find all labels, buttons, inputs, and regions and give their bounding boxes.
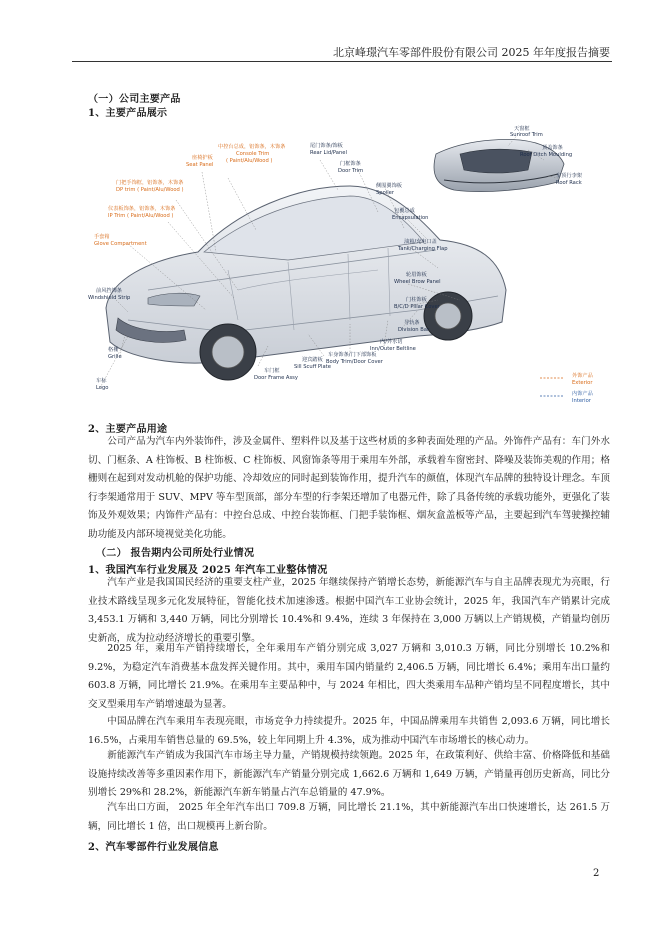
legend-exterior-en: Exterior xyxy=(572,380,593,386)
label-pillar-en: B/C/D Pillar Cover xyxy=(394,304,440,310)
label-wheel-brow-en: Wheel Brow Panel xyxy=(394,279,441,285)
label-dp-trim-en: DP trim ( Paint/Alu/Wood ) xyxy=(116,187,184,193)
label-windshield-cn: 前风挡饰条 xyxy=(96,288,122,294)
page-header: 北京峰璟汽车零部件股份有限公司 2025 年年度报告摘要 xyxy=(333,46,610,59)
industry-paragraph-3: 中国品牌在汽车乘用车表现亮眼，市场竞争力持续提升。2025 年，中国品牌乘用车共销售 2,093.6 万辆，同比增长 16.5%，占乘用车销售总量的 69.5%，较上年同期上升 4.3%，成为推动中国汽车市场增长的核心动力。 xyxy=(88,716,610,746)
label-pillar-cn: 门柱饰板 xyxy=(406,297,427,303)
label-door-frame-en: Door Frame Assy xyxy=(254,375,298,381)
label-sunroof-cn: 天窗框 xyxy=(514,126,530,132)
label-spoiler-en: Spoiler xyxy=(376,190,394,196)
label-door-trim-en: Door Trim xyxy=(338,168,364,174)
industry-paragraph-4: 新能源汽车产销成为我国汽车市场主导力量，产销规模持续领跑。2025 年，在政策利好、供给丰富、价格降低和基础设施持续改善等多重因素作用下，新能源汽车产销量分别完成 1,662.6 万辆和 1,649 万辆，产销量再创历史新高，同比分别增长 29%和 28.2%，新能源汽车新车销量占汽车总销量的 47.9%。 xyxy=(88,750,610,799)
industry-paragraph-2: 2025 年，乘用车产销持续增长，全年乘用车产销分别完成 3,027 万辆和 3,010.3 万辆，同比分别增长 10.2%和 9.2%，为稳定汽车消费基本盘发挥关键作用。其中，乘用车国内销量约 2,406.5 万辆，同比增长 6.4%；乘用车出口量约 603.8 万辆，同比增长 21.9%。在乘用车主要品种中，与 2024 年相比，四大类乘用车品种产销均呈不同程度增长，其中交叉型乘用车产销增速最为显著。 xyxy=(88,643,610,710)
label-sunroof-en: Sunroof Trim xyxy=(510,132,543,138)
label-seat-panel-cn: 座椅护板 xyxy=(192,155,213,161)
label-glove-cn: 手套箱 xyxy=(94,234,110,240)
label-beltline-en: Inn/Outer Beltline xyxy=(370,346,416,352)
label-console-trim-sub: ( Paint/Alu/Wood ) xyxy=(226,158,273,164)
label-roof-ditch-en: Roof Ditch Moulding xyxy=(520,152,573,158)
label-console-trim-en: Console Trim xyxy=(236,151,270,157)
label-roof-rack-cn: 车顶行李架 xyxy=(556,173,582,179)
figure-legend xyxy=(540,371,593,404)
label-glove-en: Glove Compartment xyxy=(94,241,147,247)
section-2-sub2: 2、汽车零部件行业发展信息 xyxy=(88,842,219,853)
label-tank-en: Tank/Charging Flap xyxy=(398,246,448,252)
legend-exterior-cn: 外饰产品 xyxy=(572,373,593,379)
section-2-title: （二） 报告期内公司所处行业情况 xyxy=(96,548,255,559)
label-seat-panel-en: Seat Panel xyxy=(186,162,214,168)
section-1-title: （一）公司主要产品 xyxy=(88,94,181,105)
section-1-sub2: 2、主要产品用途 xyxy=(88,424,168,435)
label-ip-trim-cn: 仪表板饰条，铝饰条，木饰条 xyxy=(108,206,176,212)
section-1-sub1: 1、主要产品展示 xyxy=(88,108,168,119)
label-windshield-en: Windshield Strip xyxy=(88,295,131,301)
label-encapsulation-en: Encapsulation xyxy=(392,215,429,221)
label-rear-lid-cn: 尾门饰条/饰板 xyxy=(310,143,343,149)
label-wheel-brow-cn: 轮眉饰板 xyxy=(406,272,427,278)
label-encapsulation-cn: 包覆总成 xyxy=(394,208,415,214)
label-roof-ditch-cn: 顶盖饰条 xyxy=(542,145,563,151)
industry-paragraph-1: 汽车产业是我国国民经济的重要支柱产业，2025 年继续保持产销增长态势，新能源汽车与自主品牌表现尤为亮眼，行业技术路线呈现多元化发展特征，智能化技术加速渗透。根据中国汽车工业协会统计，2025 年，我国汽车产销累计完成 3,453.1 万辆和 3,440 万辆，同比分别增长 10.4%和 9.4%，连续 3 年保持在 3,000 万辆以上产销规模，产销量均创历史新高，成为拉动经济增长的重要引擎。 xyxy=(88,577,610,644)
label-sill-cn: 迎宾踏板 xyxy=(302,357,323,363)
product-usage-paragraph: 公司产品为汽车内外装饰件，涉及金属件、塑料件以及基于这些材质的多种表面处理的产品。外饰件产品有：车门外水切、门框条、A 柱饰板、B 柱饰板、C 柱饰板、风窗饰条等用于乘用车外部，承载着车窗密封、降噪及装饰美观的作用；格栅则在起到对发动机舱的保护功能、冷却效应的同时起到装饰作用，提升汽车的颜值，体现汽车品牌的独特设计理念。车顶行李架通常用于 SUV、MPV 等车型顶部，部分车型的行李架还增加了电器元件，除了具备传统的承载功能外，更强化了装饰及外观效果；内饰件产品有：中控台总成、中控台装饰框、门把手装饰框、烟灰盒盖板等产品，主要起到汽车驾驶操控辅助功能及内部环境视觉美化功能。 xyxy=(88,436,610,540)
label-beltline-cn: 内/外水切 xyxy=(380,339,403,345)
label-body-trim-en: Body Trim/Door Cover xyxy=(326,359,383,365)
label-tank-cn: 油箱/充电口盖 xyxy=(404,239,437,245)
label-division-en: Division Bar xyxy=(398,327,430,333)
legend-interior-en: Interior xyxy=(572,398,591,404)
label-rear-lid-en: Rear Lid/Panel xyxy=(310,150,347,156)
label-logo-en: Logo xyxy=(96,385,109,391)
label-dp-trim-cn: 门把手饰框，铝饰条，木饰条 xyxy=(116,180,184,186)
legend-interior-cn: 内饰产品 xyxy=(572,391,593,397)
label-ip-trim-en: IP Trim ( Paint/Alu/Wood ) xyxy=(108,213,174,219)
label-sill-en: Sill Scuff Plate xyxy=(294,364,331,370)
label-console-trim-cn: 中控台总成，铝饰条，木饰条 xyxy=(218,144,286,150)
label-grille-en: Grille xyxy=(108,354,122,360)
label-door-trim-cn: 门框饰条 xyxy=(340,161,361,167)
label-roof-rack-en: Roof Rack xyxy=(556,180,582,186)
label-grille-cn: 格栅 xyxy=(108,347,119,353)
label-division-cn: 导轨条 xyxy=(404,320,420,326)
section-2-sub1: 1、我国汽车行业发展及 2025 年汽车工业整体情况 xyxy=(88,565,328,576)
product-illustration xyxy=(88,120,610,412)
header-rule xyxy=(72,61,612,62)
industry-paragraph-5: 汽车出口方面， 2025 年全年汽车出口 709.8 万辆，同比增长 21.1%，其中新能源汽车出口快速增长，达 261.5 万辆，同比增长 1 倍，出口规模再上新台阶。 xyxy=(88,802,610,832)
label-logo-cn: 车标 xyxy=(96,378,107,384)
label-body-trim-cn: 车身饰条/门下部饰板 xyxy=(328,352,377,358)
label-spoiler-cn: 侧围翼饰板 xyxy=(376,183,402,189)
label-door-frame-cn: 车门框 xyxy=(264,368,280,374)
car-diagram xyxy=(88,120,610,412)
page-number: 2 xyxy=(593,868,600,879)
